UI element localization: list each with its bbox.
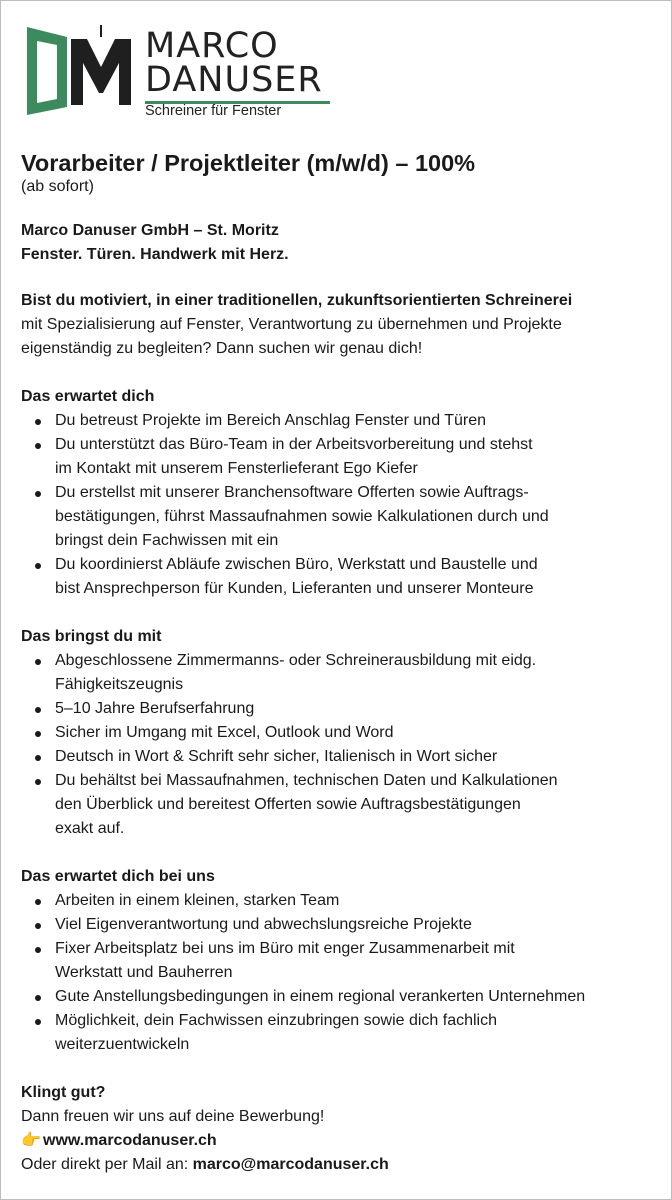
brand-wordmark [141,23,341,119]
intro-bold: Bist du motiviert, in einer traditionellen, zukunftsorientierten Schreinerei [21,292,573,309]
list-item [21,721,661,745]
cta-block [21,1081,661,1177]
list-item [21,745,661,769]
list-item-line: im Kontakt mit unserem Fensterlieferant Ego Kiefer [55,460,418,477]
list-item-line: 5–10 Jahre Berufserfahrung [55,700,255,717]
list-item [21,481,661,553]
list-item-line: Deutsch in Wort & Schrift sehr sicher, Italienisch in Wort sicher [55,748,498,765]
job-title: Vorarbeiter / Projektleiter (m/w/d) – 100% [21,150,476,176]
intro-block [21,289,661,361]
section-heading: Das erwartet dich bei uns [21,868,215,885]
company-logo [27,23,323,119]
cta-heading: Klingt gut? [21,1084,106,1101]
list-item-line: Du betreust Projekte im Bereich Anschlag Fenster und Türen [55,412,487,429]
list-item [21,409,661,433]
brand-tagline: Schreiner für Fenster [145,103,282,119]
list-item [21,769,661,841]
brand-name-line2: DANUSER [145,60,323,100]
website-link[interactable]: www.marcodanuser.ch [43,1132,217,1149]
list-item [21,913,661,937]
list-item-line: den Überblick und bereitest Offerten sowie Auftragsbestätigungen [55,796,521,813]
list-item-line: Werkstatt und Bauherren [55,964,233,981]
list-item-line: Du unterstützt das Büro-Team in der Arbeitsvorbereitung und stehst [55,436,533,453]
list-item [21,889,661,913]
list-item [21,937,661,985]
section-2 [21,865,661,1057]
list-item-line: Fähigkeitszeugnis [55,676,184,693]
company-slogan: Fenster. Türen. Handwerk mit Herz. [21,246,289,263]
cta-line: Dann freuen wir uns auf deine Bewerbung! [21,1108,325,1125]
intro-line: eigenständig zu begleiten? Dann suchen wir genau dich! [21,340,423,357]
list-item-line: Sicher im Umgang mit Excel, Outlook und Word [55,724,394,741]
list-item [21,649,661,697]
list-item [21,985,661,1009]
section-1 [21,625,661,841]
list-item-line: Gute Anstellungsbedingungen in einem regional verankerten Unternehmen [55,988,586,1005]
brand-name-line1: MARCO [145,26,279,66]
mail-prefix: Oder direkt per Mail an: [21,1156,193,1173]
list-item [21,553,661,601]
intro-line: mit Spezialisierung auf Fenster, Verantwortung zu übernehmen und Projekte [21,316,562,333]
list-item-line: Abgeschlossene Zimmermanns- oder Schreinerausbildung mit eidg. [55,652,537,669]
list-item-line: exakt auf. [55,820,125,837]
website-row [21,1129,661,1153]
company-name: Marco Danuser GmbH – St. Moritz [21,222,279,239]
dm-monogram-icon [27,23,139,119]
list-item-line: weiterzuentwickeln [55,1036,190,1053]
section-0 [21,385,661,601]
mail-row [21,1153,661,1177]
pointing-hand-icon: 👉 [21,1132,41,1149]
list-item-line: bringst dein Fachwissen mit ein [55,532,279,549]
list-item-line: Möglichkeit, dein Fachwissen einzubringen sowie dich fachlich [55,1012,498,1029]
email-link[interactable]: marco@marcodanuser.ch [192,1156,389,1173]
company-block [21,219,661,267]
bullet-list [21,409,661,601]
section-heading: Das bringst du mit [21,628,162,645]
bullet-list [21,649,661,841]
list-item-line: bestätigungen, führst Massaufnahmen sowie Kalkulationen durch und [55,508,549,525]
list-item-line: Arbeiten in einem kleinen, starken Team [55,892,340,909]
list-item-line: Viel Eigenverantwortung und abwechslungsreiche Projekte [55,916,472,933]
list-item-line: bist Ansprechperson für Kunden, Lieferanten und unserer Monteure [55,580,534,597]
bullet-list [21,889,661,1057]
job-start: (ab sofort) [21,178,94,195]
list-item-line: Fixer Arbeitsplatz bei uns im Büro mit enger Zusammenarbeit mit [55,940,515,957]
list-item-line: Du koordinierst Abläufe zwischen Büro, Werkstatt und Baustelle und [55,556,538,573]
list-item-line: Du behältst bei Massaufnahmen, technischen Daten und Kalkulationen [55,772,558,789]
list-item [21,697,661,721]
list-item [21,433,661,481]
posting-content [21,149,661,1177]
section-heading: Das erwartet dich [21,388,155,405]
list-item-line: Du erstellst mit unserer Branchensoftware Offerten sowie Auftrags- [55,484,529,501]
list-item [21,1009,661,1057]
